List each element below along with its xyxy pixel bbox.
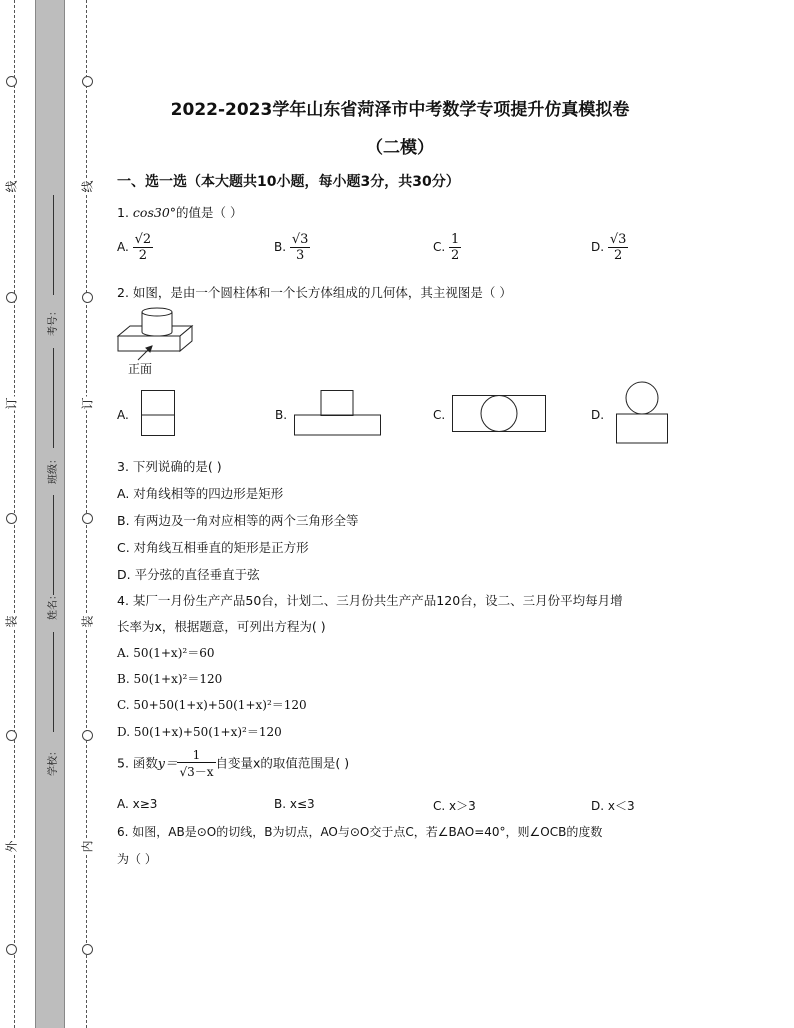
numerator: √3	[609, 232, 627, 247]
fraction	[290, 232, 311, 263]
q2-option-d-figure	[616, 382, 672, 446]
binding-hole	[6, 76, 17, 87]
field-label-school: 学校：	[48, 746, 59, 776]
margin-char-ding-outer: 订	[4, 397, 19, 410]
margin-char-xian-inner: 线	[80, 180, 95, 193]
denominator: √3－x	[179, 765, 214, 779]
question-6-line1: 6. 如图，AB是⊙O的切线，B为切点，AO与⊙O交于点C，若∠BAO=40°，则∠OCB的度数	[117, 825, 603, 839]
q2-option-a-label[interactable]: A.	[117, 408, 129, 422]
binding-strip	[35, 0, 65, 1028]
question-1	[117, 203, 243, 221]
q2-option-a-figure	[141, 390, 177, 438]
option-label: D.	[591, 240, 605, 254]
question-6-line2: 为（ ）	[117, 852, 157, 866]
binding-hole	[82, 730, 93, 741]
field-underline-name	[53, 495, 54, 595]
q5-prefix: 5. 函数	[117, 755, 158, 771]
option-label: C.	[433, 240, 446, 254]
binding-hole	[82, 292, 93, 303]
q2-option-c-label[interactable]: C.	[433, 408, 446, 422]
margin-char-zhuang-outer: 装	[4, 615, 19, 628]
q5-option-c[interactable]: C. x＞3	[433, 799, 476, 813]
field-underline-class	[53, 348, 54, 448]
q1-number: 1.	[117, 205, 129, 220]
numerator: √3	[291, 232, 309, 247]
q5-option-d[interactable]: D. x＜3	[591, 799, 635, 813]
q5-suffix: 自变量x的取值范围是( )	[215, 755, 350, 771]
numerator: √2	[134, 232, 152, 247]
q3-option-d[interactable]: D. 平分弦的直径垂直于弦	[117, 567, 260, 582]
binding-hole	[6, 730, 17, 741]
q4-option-c[interactable]: C. 50+50(1+x)+50(1+x)²＝120	[117, 698, 307, 712]
question-4-line1: 4. 某厂一月份生产产品50台，计划二、三月份共生产产品120台，设二、三月份平均每月增	[117, 593, 623, 608]
field-underline-school	[53, 632, 54, 732]
q1-func: cos30°	[132, 205, 177, 220]
exam-subtitle: （二模）	[366, 138, 434, 158]
margin-char-wai: 外	[4, 840, 19, 853]
q2-option-c-figure	[452, 395, 548, 435]
q3-option-c[interactable]: C. 对角线互相垂直的矩形是正方形	[117, 540, 309, 555]
numerator: 1	[177, 748, 215, 763]
binding-hole	[82, 76, 93, 87]
section-heading: 一、选一选（本大题共10小题，每小题3分，共30分）	[117, 174, 460, 190]
q2-option-d-label[interactable]: D.	[591, 408, 605, 422]
q4-option-a[interactable]: A. 50(1+x)²＝60	[117, 646, 215, 660]
denominator: 3	[296, 248, 305, 263]
denominator: 2	[138, 248, 148, 263]
q1-option-a[interactable]	[117, 232, 153, 263]
fraction	[133, 232, 154, 263]
fraction	[449, 232, 461, 263]
binding-hole	[6, 513, 17, 524]
question-4-line2: 长率为x，根据题意，可列出方程为( )	[117, 619, 326, 634]
q1-option-c[interactable]	[433, 232, 461, 263]
fraction	[608, 232, 629, 263]
q5-option-b[interactable]: B. x≤3	[274, 797, 315, 811]
numerator: 1	[451, 232, 460, 247]
margin-char-nei: 内	[80, 840, 95, 853]
field-label-exam-no: 考号：	[48, 306, 59, 336]
option-label: A.	[117, 240, 129, 254]
denominator: 2	[614, 248, 623, 263]
binding-hole	[82, 944, 93, 955]
front-view-label: 正面	[128, 362, 153, 376]
option-label: B.	[274, 240, 287, 254]
q3-option-a[interactable]: A. 对角线相等的四边形是矩形	[117, 486, 284, 501]
denominator: 2	[451, 248, 460, 263]
field-underline-exam-no	[53, 195, 54, 295]
q2-option-b-figure	[294, 390, 384, 438]
q1-option-d[interactable]	[591, 232, 628, 263]
binding-hole	[82, 513, 93, 524]
question-5	[117, 748, 349, 780]
field-label-name: 姓名：	[48, 590, 59, 620]
q3-option-b[interactable]: B. 有两边及一角对应相等的两个三角形全等	[117, 513, 359, 528]
binding-hole	[6, 944, 17, 955]
question-3: 3. 下列说确的是( )	[117, 459, 222, 474]
q5-y: y＝	[157, 755, 178, 771]
q4-option-d[interactable]: D. 50(1+x)+50(1+x)²＝120	[117, 725, 282, 739]
q4-option-b[interactable]: B. 50(1+x)²＝120	[117, 672, 223, 686]
q2-option-b-label[interactable]: B.	[275, 408, 288, 422]
margin-char-xian-outer: 线	[4, 180, 19, 193]
q1-tail: 的值是（ ）	[176, 205, 243, 220]
exam-title: 2022-2023学年山东省菏泽市中考数学专项提升仿真模拟卷	[170, 100, 630, 120]
field-label-class: 班级：	[48, 454, 59, 484]
question-2: 2. 如图，是由一个圆柱体和一个长方体组成的几何体，其主视图是（ ）	[117, 285, 512, 300]
q5-fraction	[177, 748, 215, 780]
q5-option-a[interactable]: A. x≥3	[117, 797, 158, 811]
binding-hole	[6, 292, 17, 303]
margin-char-zhuang-inner: 装	[80, 615, 95, 628]
q1-option-b[interactable]	[274, 232, 310, 263]
margin-char-ding-inner: 订	[80, 397, 95, 410]
